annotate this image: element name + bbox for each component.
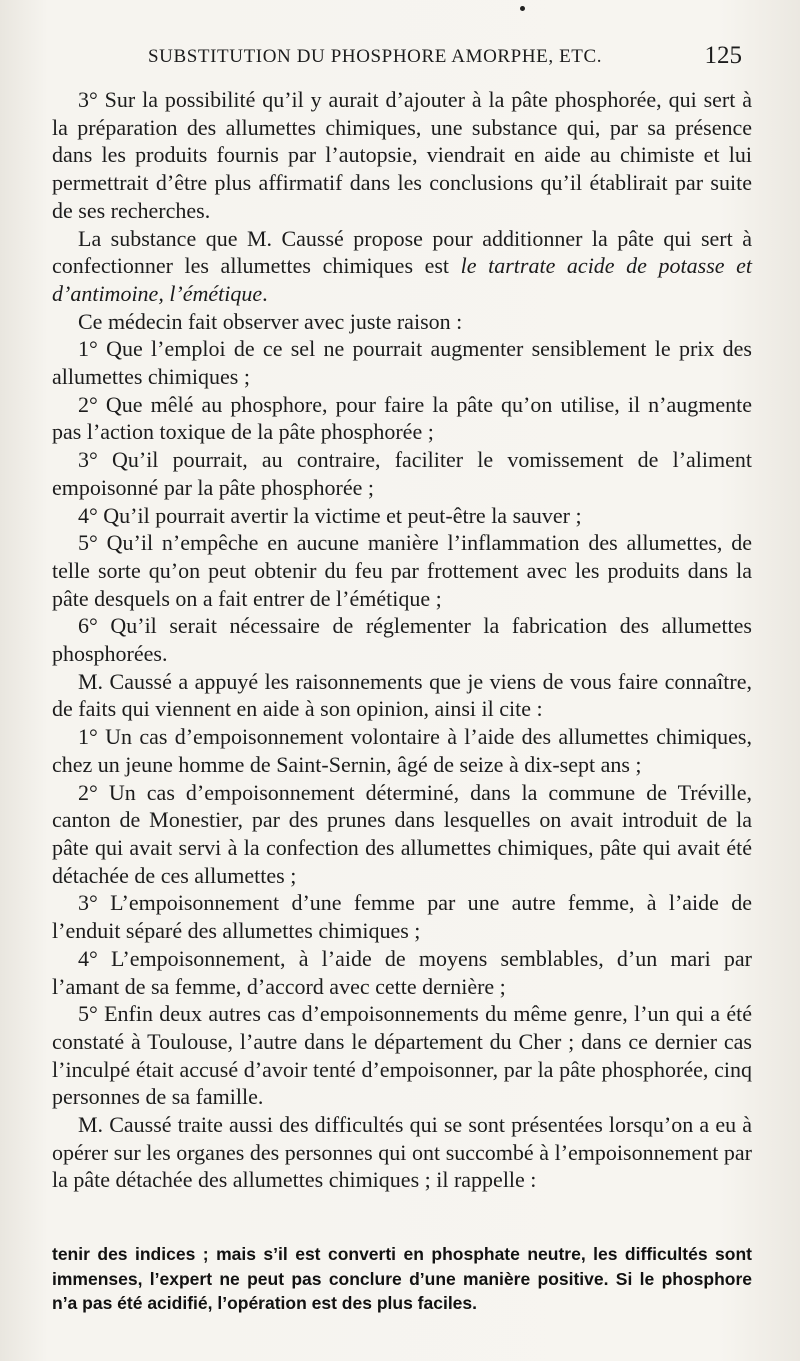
list-item: 1° Un cas d’empoisonnement volontaire à l’aide des allumettes chimiques, chez un jeune homme de Saint-Sernin, âgé de seize à dix-sept ans ; [52,724,752,777]
paragraph: M. Caussé traite aussi des difficultés qui se sont présentées lorsqu’on a eu à opérer sur les organes des personnes qui ont succombé à l’empoisonnement par la pâte détachée des allumettes chimiques ; il rappelle : [52,1112,752,1193]
italic-text: le tartrate acide de potasse et d’antimoine, l’émétique [52,253,752,306]
paragraph-text: La substance que M. Caussé propose pour additionner la pâte qui sert à confectionner les allumettes chimiques est [52,225,752,279]
paragraph: 3° Sur la possibilité qu’il y aurait d’ajouter à la pâte phosphorée, qui sert à la préparation des allumettes chimiques, une substance qui, par sa présence dans les produits fournis par l’autopsie, viendrait en aide au chimiste et lui permettrait d’être plus affirmatif dans les conclusions qu’il établirait par suite de ses recherches. [52,87,752,223]
list-item: 1° Que l’emploi de ce sel ne pourrait augmenter sensiblement le prix des allumettes chimiques ; [52,336,752,390]
list-item: 5° Enfin deux autres cas d’empoisonnements du même genre, l’un qui a été constaté à Toulouse, l’autre dans le département du Cher ; dans ce dernier cas l’inculpé était accusé d’avoir tenté d’empoisonner, par la pâte phosphorée, cinq personnes de sa famille. [52,1001,752,1110]
paragraph [52,225,752,308]
list-item: 6° Qu’il serait nécessaire de réglementer la fabrication des allumettes phosphorées. [52,613,752,667]
body-text [52,86,752,1194]
list-item: 2° Que mêlé au phosphore, pour faire la pâte qu’on utilise, il n’augmente pas l’action toxique de la pâte phosphorée ; [52,391,752,445]
paragraph-text: . [262,280,268,306]
page-number: 125 [704,42,742,69]
list-item: 2° Un cas d’empoisonnement déterminé, dans la commune de Tréville, canton de Monestier, par des prunes dans lesquelles on avait introduit de la pâte qui avait servi à la confection des allumettes chimiques, pâte qui avait été détachée de ces allumettes ; [52,779,752,888]
running-title: SUBSTITUTION DU PHOSPHORE AMORPHE, ETC. [148,46,603,67]
footnote: tenir des indices ; mais s’il est converti en phosphate neutre, les difficultés sont immenses, l’expert ne peut pas conclure d’une manière positive. Si le phosphore n’a pas été acidifié, l’opération est des plus faciles. [52,1244,752,1313]
list-item: 3° L’empoisonnement d’une femme par une autre femme, à l’aide de l’enduit séparé des allumettes chimiques ; [52,890,752,944]
paragraph: M. Caussé a appuyé les raisonnements que je viens de vous faire connaître, de faits qui viennent en aide à son opinion, ainsi il cite : [52,668,752,722]
list-item: 4° Qu’il pourrait avertir la victime et peut-être la sauver ; [78,502,582,528]
paragraph: Ce médecin fait observer avec juste raison : [78,308,463,334]
list-item: 5° Qu’il n’empêche en aucune manière l’inflammation des allumettes, de telle sorte qu’on peut obtenir du feu par frottement avec les produits dans la pâte desquels on a fait entrer de l’émétique ; [52,530,752,611]
list-item: 3° Qu’il pourrait, au contraire, faciliter le vomissement de l’aliment empoisonné par la pâte phosphorée ; [52,447,752,500]
list-item: 4° L’empoisonnement, à l’aide de moyens semblables, d’un mari par l’amant de sa femme, d’accord avec cette dernière ; [52,945,752,999]
ink-dot [520,6,525,11]
page-header [148,42,748,78]
